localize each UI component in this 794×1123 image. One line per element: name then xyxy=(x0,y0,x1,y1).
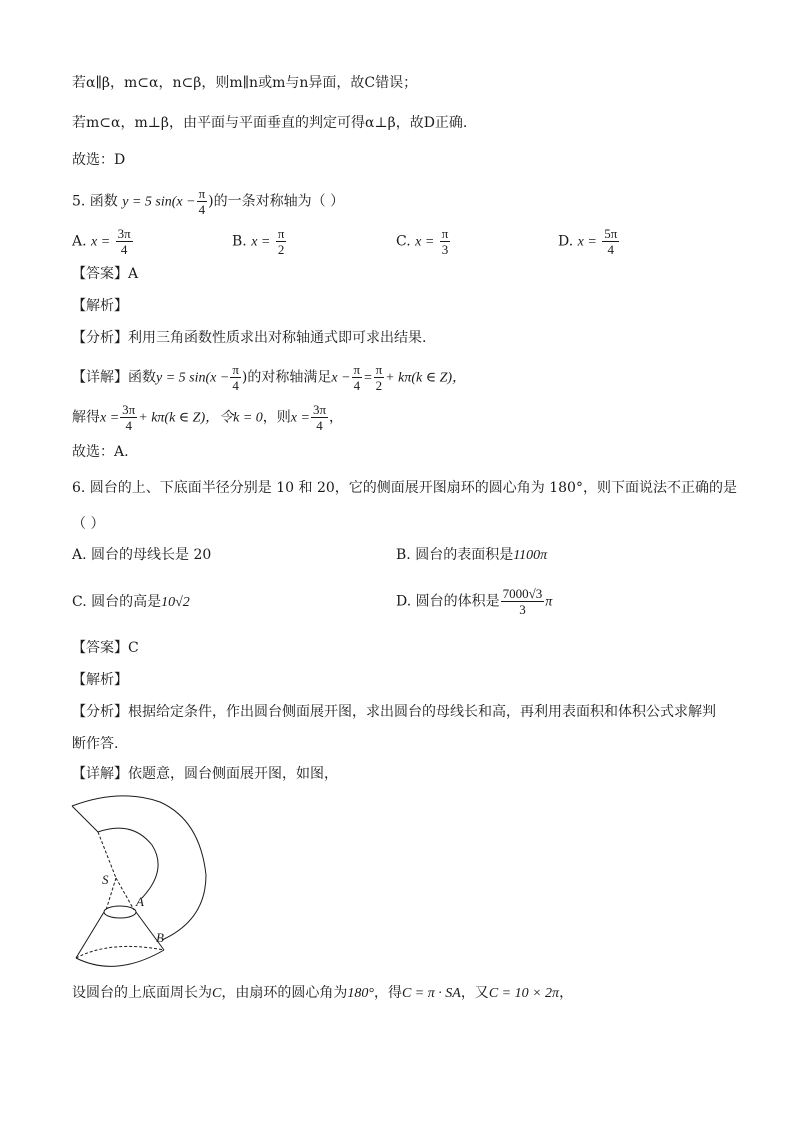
xiangjie-5-frac3 xyxy=(374,362,385,393)
question-6-line1: 6. 圆台的上、下底面半径分别是 10 和 20，它的侧面展开图扇环的圆心角为 180°，则下面说法不正确的是 xyxy=(72,480,737,496)
jiede-e: ，则 xyxy=(262,409,291,426)
answer-5: 【答案】A xyxy=(72,266,139,282)
frustum-development-figure xyxy=(60,790,230,980)
inner-arc xyxy=(98,828,158,898)
q5-option-a-num: 3π xyxy=(117,226,131,241)
q5-option-a-den: 4 xyxy=(120,242,128,257)
last-line xyxy=(72,983,573,1004)
q5-option-b-frac xyxy=(276,226,287,257)
xiangjie-5-c: )的对称轴满足 xyxy=(241,369,332,386)
q5-option-b-num: π xyxy=(277,226,285,241)
q5-option-d-lhs: x = xyxy=(577,234,597,250)
q5-option-c-label: C. xyxy=(396,233,411,250)
q5-option-a-frac xyxy=(116,226,133,257)
xiangjie-5-a: 【详解】函数 xyxy=(72,369,156,386)
question-6-line2: （ ） xyxy=(72,516,105,532)
q5-option-d xyxy=(558,226,620,257)
jiede-frac2 xyxy=(311,402,328,433)
q6-option-b-value: 1100π xyxy=(513,548,548,563)
frustum-bottom-front xyxy=(76,950,164,966)
jiede-frac1-den: 4 xyxy=(125,418,132,433)
jiexi-5-heading: 【解析】 xyxy=(72,298,128,314)
left-edge xyxy=(72,806,98,832)
xiangjie-5-frac1-den: 4 xyxy=(232,378,239,393)
last-h: C = 10 × 2π xyxy=(488,986,560,1001)
q6-option-d xyxy=(396,586,552,617)
q6-option-a: A. 圆台的母线长是 20 xyxy=(72,547,212,563)
q6-option-c-text: C. 圆台的高是 xyxy=(72,594,162,610)
question-5 xyxy=(72,186,344,217)
frustum-top-ellipse xyxy=(104,906,136,918)
q6-option-b xyxy=(396,545,547,566)
jiede-frac2-den: 4 xyxy=(316,418,323,433)
text-line-l3: 故选：D xyxy=(72,152,126,168)
last-b: C xyxy=(212,986,222,1001)
fenxi-5: 【分析】利用三角函数性质求出对称轴通式即可求出结果. xyxy=(72,330,427,346)
q5-frac xyxy=(197,186,208,217)
jiede-a: 解得 xyxy=(72,409,100,426)
q5-expr-a: y = 5 sin(x − xyxy=(122,194,196,210)
xiangjie-5 xyxy=(72,362,466,393)
jiede-g: ， xyxy=(329,409,344,426)
q6-option-d-frac xyxy=(501,586,545,617)
q5-option-c-num: π xyxy=(441,226,449,241)
text-line-l1: 若α∥β，m⊂α，n⊂β，则m∥n或m与n异面，故C错误； xyxy=(72,75,418,91)
cone-right-dashed xyxy=(116,878,134,910)
xiangjie-6: 【详解】依题意，圆台侧面展开图，如图， xyxy=(72,766,338,782)
last-e: ，得 xyxy=(373,985,402,1001)
label-b: B xyxy=(156,930,164,945)
q6-option-c-value: 10√2 xyxy=(161,595,190,610)
xiangjie-5-frac2-num: π xyxy=(353,362,361,377)
xiangjie-5-frac3-den: 2 xyxy=(375,378,383,393)
jiede-frac1-num: 3π xyxy=(122,402,136,417)
fenxi-6-line2: 断作答. xyxy=(72,736,119,752)
jiede-f: x = xyxy=(290,410,310,426)
q5-option-c-frac xyxy=(440,226,451,257)
q6-option-d-den: 3 xyxy=(519,602,526,617)
label-s: S xyxy=(102,872,109,887)
xiangjie-5-frac1-num: π xyxy=(232,362,239,377)
guxuan-5: 故选：A. xyxy=(72,444,129,460)
last-c: ，由扇环的圆心角为 xyxy=(221,985,348,1001)
xiangjie-5-b: y = 5 sin(x − xyxy=(156,370,230,386)
q5-prefix: 5. 函数 xyxy=(72,193,118,210)
q5-option-b xyxy=(232,226,287,257)
xiangjie-5-frac3-num: π xyxy=(375,362,383,377)
last-f: C = π · SA xyxy=(401,986,461,1001)
q5-option-d-label: D. xyxy=(558,233,574,250)
last-d: 180° xyxy=(347,986,374,1001)
jiede-c: + kπ(k ∈ Z)，令 xyxy=(138,410,234,426)
frustum-left-side xyxy=(76,912,104,958)
q5-option-a-lhs: x = xyxy=(91,234,111,250)
q5-option-b-label: B. xyxy=(232,233,247,250)
outer-arc xyxy=(72,796,206,940)
frustum-bottom-back xyxy=(76,946,164,958)
q5-option-d-num: 5π xyxy=(604,226,618,241)
q5-option-b-den: 2 xyxy=(277,242,285,257)
xiangjie-5-frac1 xyxy=(230,362,241,393)
q5-option-a-label: A. xyxy=(72,233,87,250)
label-a: A xyxy=(136,894,144,909)
jiede-frac1 xyxy=(120,402,137,433)
jiede-5 xyxy=(72,402,343,433)
q6-option-d-num: 7000√3 xyxy=(502,586,543,601)
q5-option-d-den: 4 xyxy=(607,242,615,257)
last-g: ，又 xyxy=(460,985,489,1001)
last-i: ， xyxy=(559,985,574,1001)
q5-option-a xyxy=(72,226,134,257)
xiangjie-5-frac2-den: 4 xyxy=(353,378,361,393)
q5-option-b-lhs: x = xyxy=(251,234,271,250)
fenxi-6-line1: 【分析】根据给定条件，作出圆台侧面展开图，求出圆台的母线长和高，再利用表面积和体积公式求解判 xyxy=(72,704,716,720)
q5-option-c-lhs: x = xyxy=(415,234,435,250)
q5-frac-den: 4 xyxy=(198,202,206,217)
xiangjie-5-f: + kπ(k ∈ Z)， xyxy=(385,370,467,386)
jiede-b: x = xyxy=(100,410,120,426)
q5-option-c-den: 3 xyxy=(441,242,449,257)
q6-option-c xyxy=(72,592,190,613)
answer-6: 【答案】C xyxy=(72,640,139,656)
q5-option-d-frac xyxy=(602,226,619,257)
q6-option-b-text: B. 圆台的表面积是 xyxy=(396,547,514,563)
q6-option-d-text: D. 圆台的体积是 xyxy=(396,593,500,610)
xiangjie-5-e: = xyxy=(363,370,373,386)
jiede-frac2-num: 3π xyxy=(312,402,327,417)
jiexi-6-heading: 【解析】 xyxy=(72,672,128,688)
q5-frac-num: π xyxy=(198,186,206,201)
jiede-d: k = 0 xyxy=(233,410,263,426)
xiangjie-5-frac2 xyxy=(352,362,363,393)
last-a: 设圆台的上底面周长为 xyxy=(72,985,212,1001)
q5-option-c xyxy=(396,226,451,257)
text-line-l2: 若m⊂α，m⊥β，由平面与平面垂直的判定可得α⊥β，故D正确. xyxy=(72,115,468,131)
xiangjie-5-d: x − xyxy=(331,370,351,386)
q6-option-d-pi: π xyxy=(545,594,553,610)
q5-expr-b: )的一条对称轴为（ ） xyxy=(208,193,345,210)
